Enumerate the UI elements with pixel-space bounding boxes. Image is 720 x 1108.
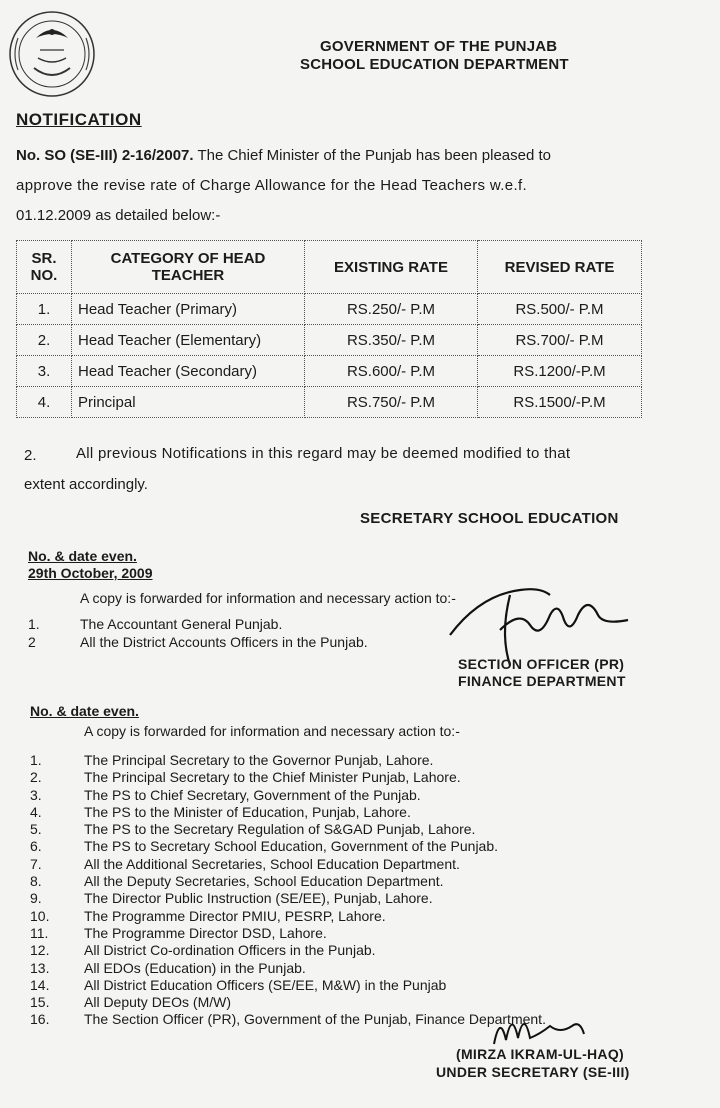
list-item (30, 856, 546, 873)
secretary-signature-title: SECRETARY SCHOOL EDUCATION (360, 510, 619, 527)
item-text: The Principal Secretary to the Governor Punjab, Lahore. (84, 752, 434, 768)
table-row (17, 294, 642, 325)
notification-line-3: 01.12.2009 as detailed below:- (16, 207, 221, 224)
header-existing: EXISTING RATE (305, 241, 478, 294)
header-department: SCHOOL EDUCATION DEPARTMENT (300, 56, 569, 73)
row-existing: RS.600/- P.M (305, 356, 478, 387)
table-header-row (17, 241, 642, 294)
item-num: 14. (30, 976, 50, 993)
row-existing: RS.350/- P.M (305, 325, 478, 356)
rates-table (16, 240, 642, 418)
para2-num: 2. (24, 447, 37, 464)
list-item (30, 977, 546, 994)
forward1-item-text: The Accountant General Punjab. (80, 616, 283, 632)
item-text: The Programme Director DSD, Lahore. (84, 924, 327, 941)
row-sr: 1. (17, 294, 72, 325)
notification-line-1-text: The Chief Minister of the Punjab has been pleased to (193, 147, 552, 164)
row-existing: RS.750/- P.M (305, 387, 478, 418)
item-num: 2. (30, 769, 42, 786)
notification-ref: No. SO (SE-III) 2-16/2007. (16, 147, 194, 164)
item-num: 6. (30, 838, 42, 855)
list-item (30, 752, 546, 769)
row-revised: RS.500/- P.M (478, 294, 642, 325)
list-item (30, 804, 546, 821)
item-text: The PS to the Minister of Education, Punjab, Lahore. (84, 803, 411, 820)
item-text: All EDOs (Education) in the Punjab. (84, 959, 306, 976)
forward1-item-text: All the District Accounts Officers in the Punjab. (80, 634, 368, 650)
list-item (30, 942, 546, 959)
item-text: All the Deputy Secretaries, School Education Department. (84, 873, 444, 890)
item-text: All Deputy DEOs (M/W) (84, 994, 232, 1011)
forward2-ref: No. & date even. (30, 703, 139, 719)
item-num: 11. (30, 924, 49, 941)
undersecretary-title: UNDER SECRETARY (SE-III) (436, 1064, 630, 1080)
section-officer-title: SECTION OFFICER (PR) (458, 656, 625, 672)
notification-line-1 (16, 148, 551, 163)
row-category: Head Teacher (Secondary) (72, 356, 305, 387)
item-num: 10. (30, 907, 50, 924)
item-num: 9. (30, 890, 42, 907)
row-category: Principal (72, 387, 305, 418)
item-text: The PS to Chief Secretary, Government of the Punjab. (84, 786, 421, 803)
list-item (30, 890, 546, 907)
header-revised: REVISED RATE (478, 241, 642, 294)
forward1-item-num: 1. (28, 616, 40, 632)
item-num: 13. (30, 959, 50, 976)
section-officer-signature (440, 575, 670, 665)
item-num: 12. (30, 942, 50, 959)
table-row (17, 325, 642, 356)
forward1-intro: A copy is forwarded for information and necessary action to:- (80, 590, 456, 606)
row-sr: 4. (17, 387, 72, 418)
item-text: The PS to Secretary School Education, Government of the Punjab. (84, 838, 499, 855)
list-item (30, 1011, 546, 1028)
row-revised: RS.1200/-P.M (478, 356, 642, 387)
list-item (30, 908, 546, 925)
header-category: CATEGORY OF HEAD TEACHER (72, 241, 305, 294)
item-text: All the Additional Secretaries, School Education Department. (84, 855, 460, 872)
notification-line-2: approve the revise rate of Charge Allowance for the Head Teachers w.e.f. (16, 177, 528, 194)
item-num: 8. (30, 873, 42, 890)
item-num: 4. (30, 803, 42, 820)
row-sr: 2. (17, 325, 72, 356)
item-num: 1. (30, 752, 42, 768)
notification-title: NOTIFICATION (16, 110, 142, 129)
list-item (30, 994, 546, 1011)
table-row (17, 356, 642, 387)
header-sr: SR. NO. (17, 241, 72, 294)
undersecretary-name: (MIRZA IKRAM-UL-HAQ) (456, 1046, 624, 1062)
item-text: All District Co-ordination Officers in the Punjab. (84, 942, 376, 959)
item-text: The Section Officer (PR), Government of the Punjab, Finance Department. (84, 1011, 546, 1028)
item-num: 7. (30, 855, 42, 872)
row-existing: RS.250/- P.M (305, 294, 478, 325)
forward1-ref: No. & date even. (28, 548, 137, 564)
item-text: The Principal Secretary to the Chief Minister Punjab, Lahore. (84, 769, 461, 786)
table-row (17, 387, 642, 418)
punjab-government-logo (6, 8, 98, 100)
list-item (30, 925, 546, 942)
row-sr: 3. (17, 356, 72, 387)
para2-line-1: All previous Notifications in this regard may be deemed modified to that (76, 445, 571, 462)
item-num: 5. (30, 821, 42, 838)
under-secretary-signature (488, 1008, 608, 1050)
item-text: The Director Public Instruction (SE/EE), Punjab, Lahore. (84, 890, 433, 907)
header-government: GOVERNMENT OF THE PUNJAB (320, 38, 558, 55)
row-category: Head Teacher (Elementary) (72, 325, 305, 356)
forward1-item-num: 2 (28, 634, 36, 650)
list-item (30, 787, 546, 804)
list-item (30, 873, 546, 890)
para2-line-2: extent accordingly. (24, 476, 148, 493)
item-num: 15. (30, 994, 50, 1011)
item-text: All District Education Officers (SE/EE, M&W) in the Punjab (84, 976, 447, 993)
forward2-recipient-list (30, 752, 546, 1029)
row-revised: RS.700/- P.M (478, 325, 642, 356)
item-text: The Programme Director PMIU, PESRP, Lahore. (84, 907, 386, 924)
list-item (30, 769, 546, 786)
forward1-date: 29th October, 2009 (28, 565, 153, 581)
item-text: The PS to the Secretary Regulation of S&GAD Punjab, Lahore. (84, 821, 476, 838)
row-category: Head Teacher (Primary) (72, 294, 305, 325)
list-item (30, 960, 546, 977)
list-item (30, 838, 546, 855)
row-revised: RS.1500/-P.M (478, 387, 642, 418)
finance-department-title: FINANCE DEPARTMENT (458, 673, 626, 689)
forward2-intro: A copy is forwarded for information and necessary action to:- (84, 723, 460, 739)
item-num: 3. (30, 786, 42, 803)
item-num: 16. (30, 1011, 50, 1028)
list-item (30, 821, 546, 838)
